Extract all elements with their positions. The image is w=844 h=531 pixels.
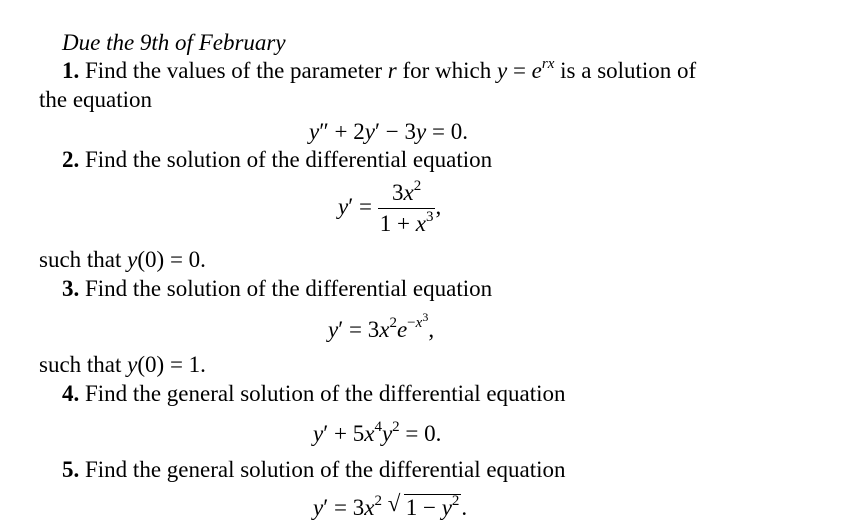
problem-5-line-1 [62,456,566,484]
problem-2-number: 2. [62,147,80,172]
problem-1-equation: y″ + 2y′ − 3y = 0. [309,119,468,144]
problem-3-condition-line: such that y(0) = 1. [39,352,206,377]
problem-1-line-1 [62,57,696,85]
problem-1-text-c: is a solution of [560,58,697,83]
problem-2-equation: y′ = $\frac{3x^2}{1 + x^3}$ , [338,178,442,236]
problem-5-number: 5. [62,457,80,482]
problem-5-equation: $y' = 3x^2$ √ $1 - y^2$. [313,491,468,520]
problem-4-line-1 [62,380,566,408]
problem-3-condition: such that [39,352,122,377]
problem-2-condition: such that [39,247,122,272]
problem-5-text: Find the general solution of the differential equation [85,457,566,482]
problem-4-text: Find the general solution of the differential equation [85,381,566,406]
problem-2-condition-line: such that y(0) = 0. [39,247,206,272]
problem-3-line-1 [62,275,492,303]
problem-1-number: 1. [62,58,80,83]
problem-2-line-1 [62,146,492,174]
problem-3-text: Find the solution of the differential equation [85,276,493,301]
problem-1-ansatz: $y = e^{rx}$ [496,56,555,83]
problem-2-fraction: $\frac{3x^2}{1 + x^3}$ [379,178,434,236]
problem-1-param: r [387,58,397,83]
problem-4-equation: $y' + 5x^4y^2 = 0$. [313,419,442,446]
problem-2-text: Find the solution of the differential equation [85,147,493,172]
problem-3-number: 3. [62,276,80,301]
problem-4-number: 4. [62,381,80,406]
problem-1-text-b: for which [402,58,492,83]
due-date: Due the 9th of February [62,30,286,55]
problem-3-equation: $y' = 3x^2e^{-x^3}$, [328,310,435,342]
problem-1-line-2: the equation [39,87,153,112]
problem-5-sqrt: √ $1 - y^2$ [387,491,460,520]
problem-1-text-a: Find the values of the parameter [85,58,382,83]
